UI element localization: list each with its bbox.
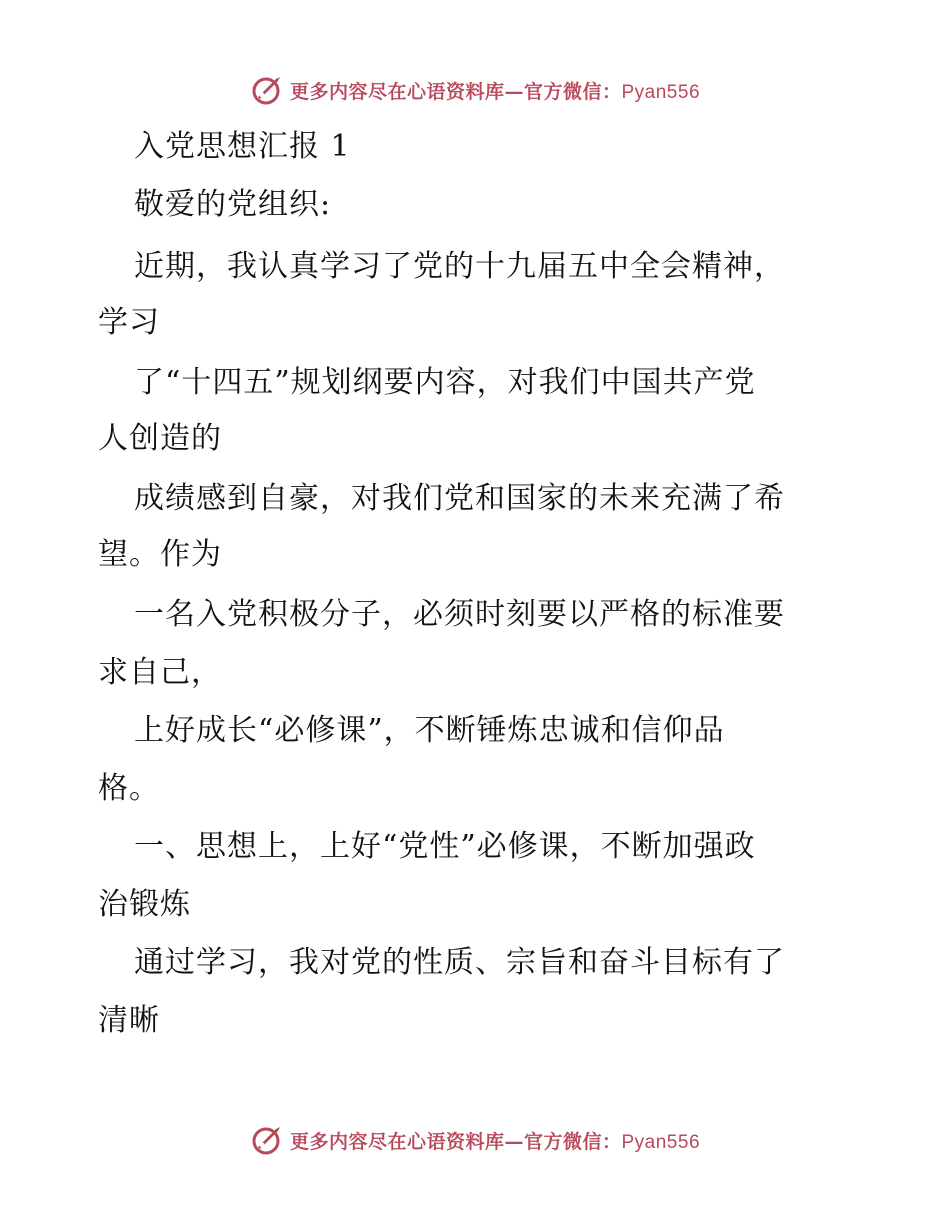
footer-banner-text: [290, 1127, 700, 1154]
footer-banner: [0, 1120, 950, 1160]
body-line: 通过学习，我对党的性质、宗旨和奋斗目标有了: [134, 945, 785, 980]
section-heading: 一、思想上，上好“党性”必修课，不断加强政: [134, 829, 756, 864]
footer-banner-text-cn: 更多内容尽在心语资料库—官方微信：: [289, 1130, 622, 1153]
header-banner-text-cn: 更多内容尽在心语资料库—官方微信：: [289, 80, 622, 103]
footer-banner-wechat-id: Pyan556: [621, 1131, 701, 1153]
body-line: 望。作为: [98, 537, 222, 572]
section-heading-cont: 治锻炼: [98, 887, 191, 922]
body-line: 格。: [98, 771, 160, 806]
salutation: 敬爱的党组织:: [134, 187, 332, 222]
body-line: 一名入党积极分子，必须时刻要以严格的标准要: [134, 597, 785, 632]
body-line: 成绩感到自豪，对我们党和国家的未来充满了希: [134, 481, 785, 516]
header-banner-text: [290, 77, 700, 104]
header-banner: [0, 70, 950, 110]
header-banner-wechat-id: Pyan556: [621, 81, 701, 103]
document-title: 入党思想汇报 1: [134, 129, 351, 164]
quill-logo-icon: [250, 1123, 284, 1157]
body-line: 近期，我认真学习了党的十九届五中全会精神，: [134, 249, 785, 284]
body-line: 求自己，: [98, 655, 222, 690]
body-line: 上好成长“必修课”，不断锤炼忠诚和信仰品: [134, 713, 725, 748]
body-line: 人创造的: [98, 421, 222, 456]
body-line: 清晰: [98, 1003, 160, 1038]
body-line: 了“十四五”规划纲要内容，对我们中国共产党: [134, 365, 756, 400]
quill-logo-icon: [250, 73, 284, 107]
body-line: 学习: [98, 305, 160, 340]
